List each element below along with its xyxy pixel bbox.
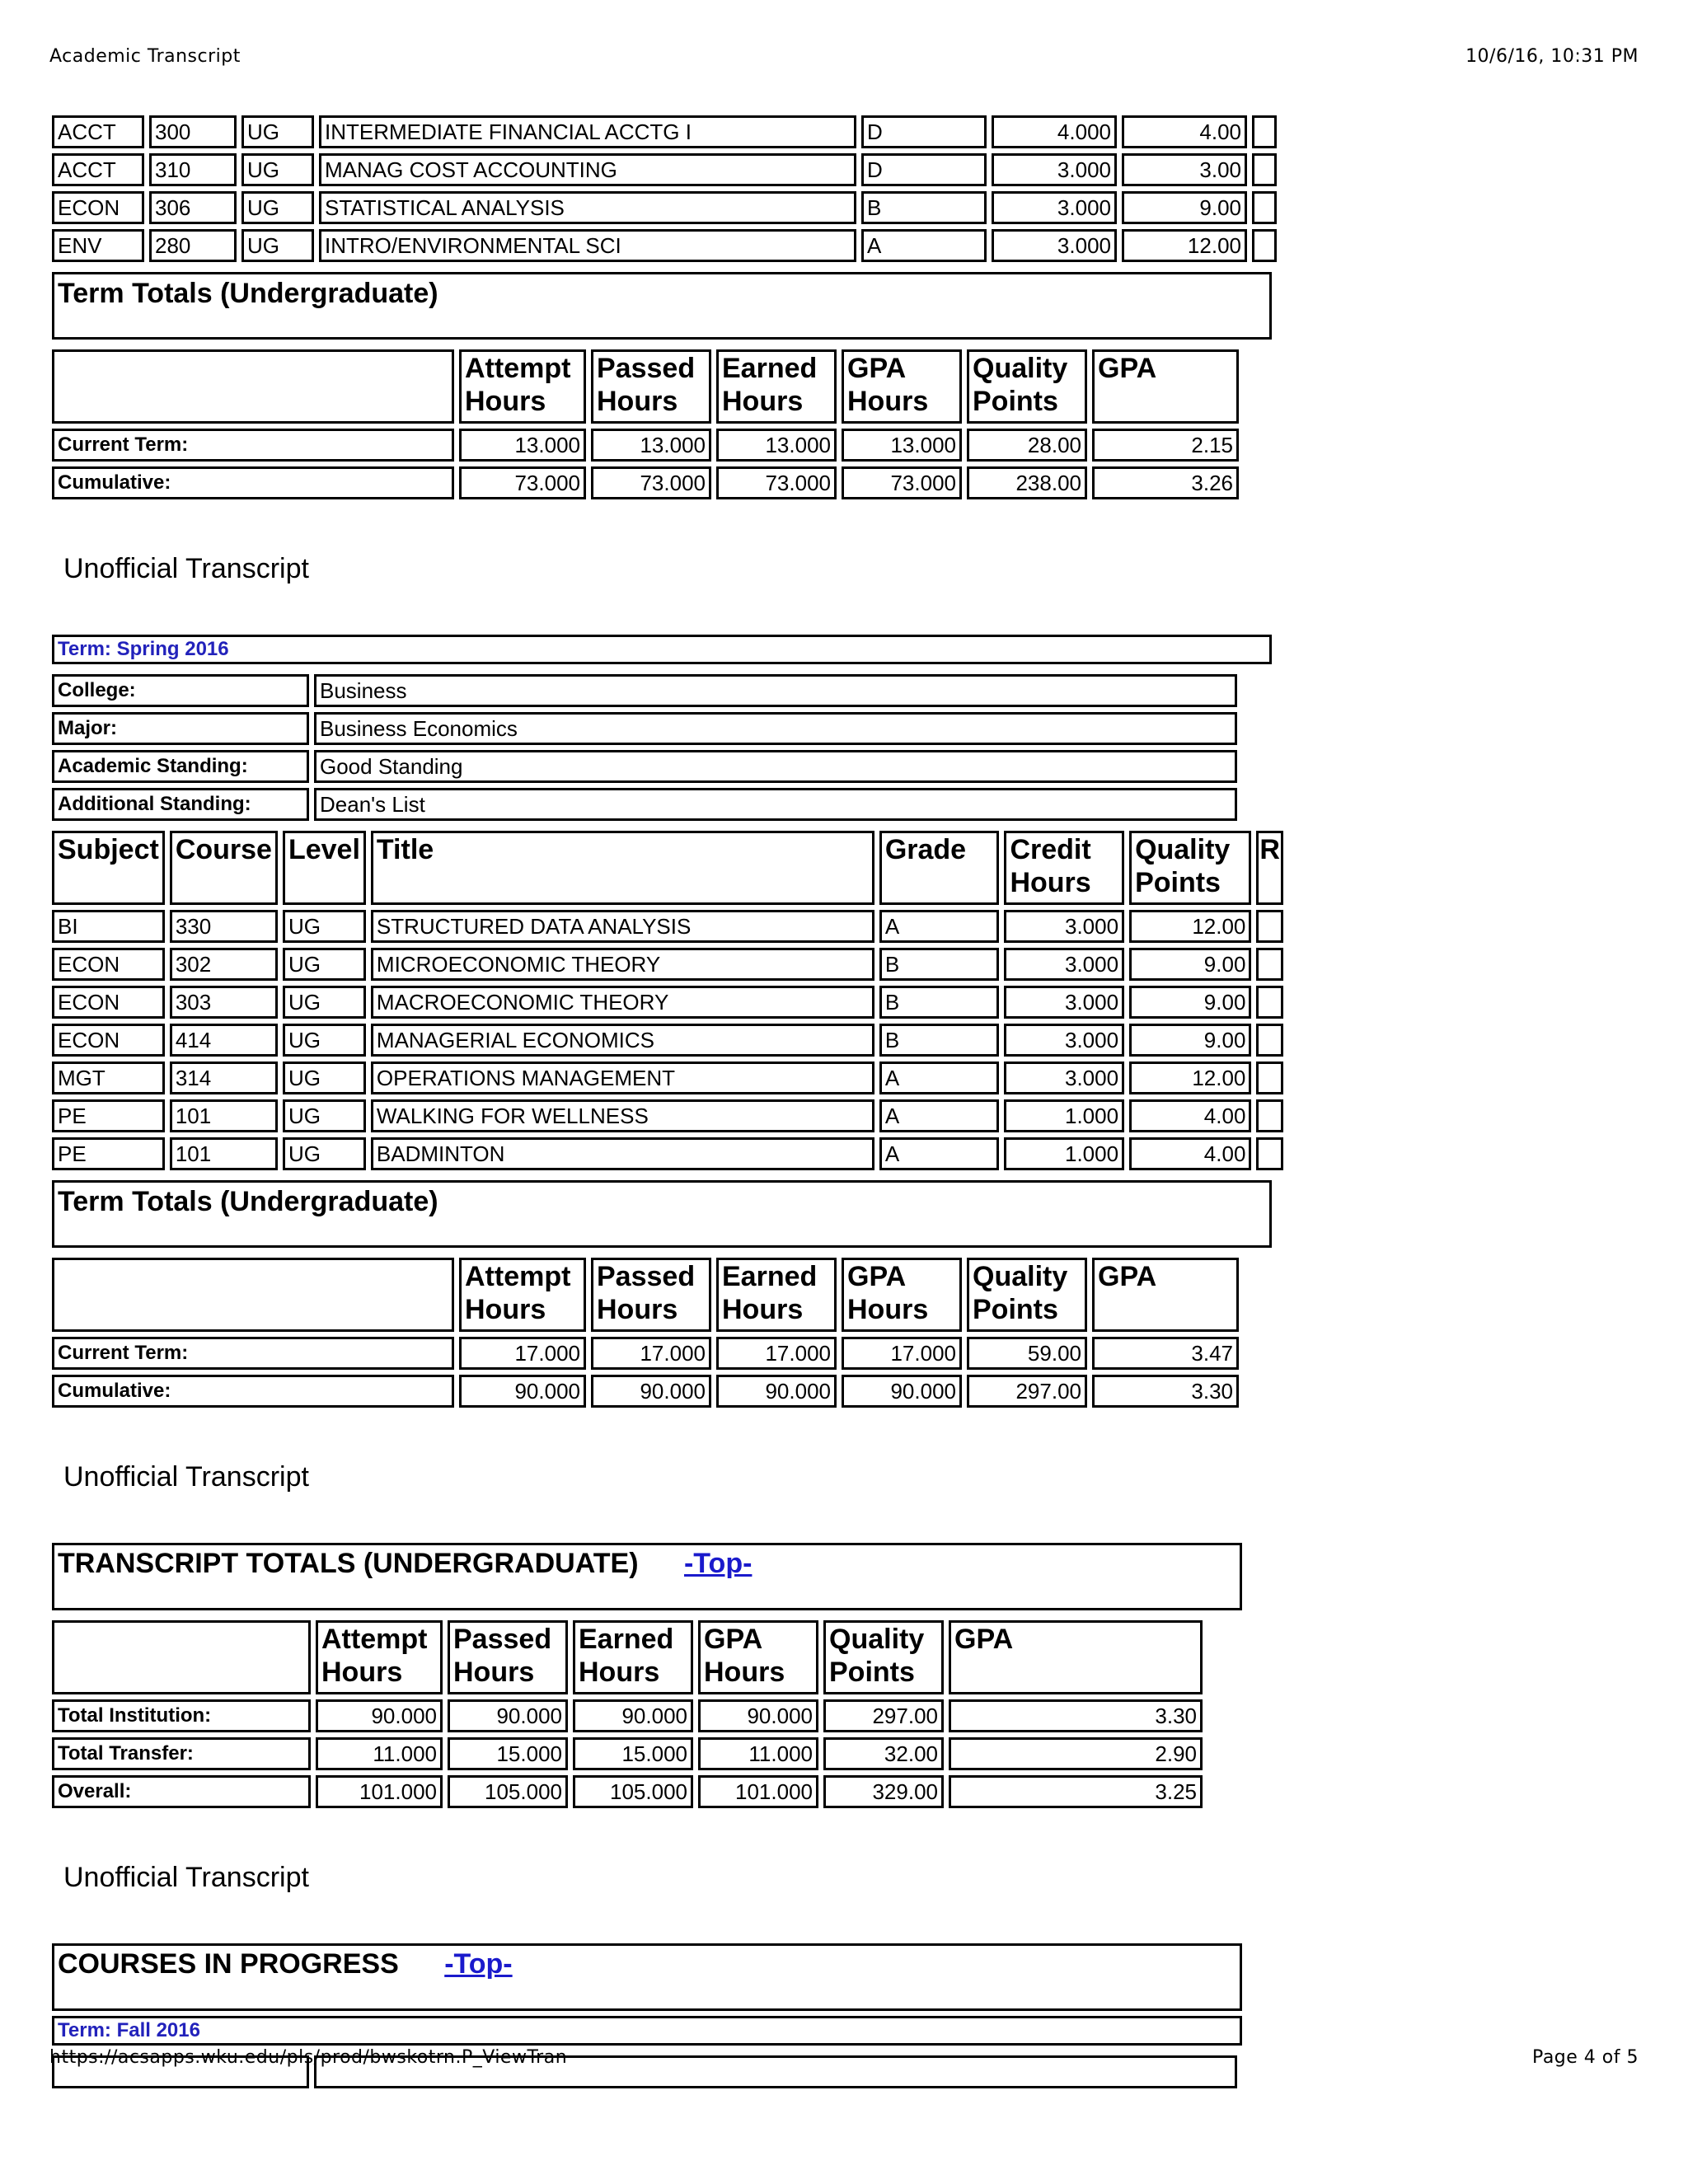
gpa-header: GPA: [1092, 349, 1239, 424]
cell: 297.00: [967, 1375, 1087, 1408]
course-grade-cell: A: [879, 910, 1000, 943]
course-quality-cell: 4.00: [1129, 1099, 1251, 1132]
top-link[interactable]: -Top-: [683, 1548, 753, 1579]
course-subject-cell: ECON: [52, 986, 165, 1019]
attempt-hours-header: Attempt Hours: [459, 1258, 586, 1332]
course-title-cell: MICROECONOMIC THEORY: [371, 948, 874, 981]
course-title-cell: BADMINTON: [371, 1137, 874, 1170]
course-quality-cell: 12.00: [1122, 229, 1247, 262]
cell: 28.00: [967, 429, 1087, 462]
cell: 15.000: [448, 1737, 568, 1770]
spring2016-course-table: [47, 826, 1288, 1175]
row-label: Total Transfer:: [52, 1737, 311, 1770]
academic-standing-label: Academic Standing:: [52, 750, 309, 783]
passed-hours-header: Passed Hours: [448, 1620, 568, 1694]
earned-hours-header: Earned Hours: [573, 1620, 693, 1694]
course-grade-cell: A: [879, 1062, 1000, 1094]
attempt-hours-header: Attempt Hours: [459, 349, 586, 424]
cell: 101.000: [316, 1775, 443, 1808]
course-credit-cell: 3.000: [992, 153, 1117, 186]
course-grade-cell: D: [861, 153, 987, 186]
credit-hours-header: Credit Hours: [1004, 831, 1124, 905]
course-row: [52, 910, 1283, 943]
course-row: [52, 986, 1283, 1019]
additional-standing-value: Dean's List: [314, 788, 1237, 821]
cell: 13.000: [842, 429, 962, 462]
term-totals-heading: Term Totals (Undergraduate): [52, 1180, 1272, 1248]
course-level-cell: UG: [283, 910, 366, 943]
transcript-totals-heading: [52, 1543, 1242, 1610]
course-course-cell: 302: [170, 948, 278, 981]
cell: 17.000: [591, 1337, 711, 1370]
cell: 297.00: [823, 1699, 944, 1732]
course-level-cell: UG: [283, 1137, 366, 1170]
row-label: Cumulative:: [52, 1375, 454, 1408]
section-title-unofficial: Unofficial Transcript: [63, 1461, 309, 1493]
course-quality-cell: 9.00: [1129, 1024, 1251, 1057]
cell: 73.000: [591, 466, 711, 499]
course-quality-cell: 12.00: [1129, 1062, 1251, 1094]
cell: 73.000: [459, 466, 586, 499]
spring2016-totals-grid: [47, 1253, 1244, 1413]
spring2016-term-totals: [47, 1175, 1277, 1253]
course-r-cell: [1256, 1062, 1283, 1094]
totals-blank-header: [52, 1258, 454, 1332]
course-title-cell: STATISTICAL ANALYSIS: [319, 191, 856, 224]
course-course-cell: 314: [170, 1062, 278, 1094]
top-link[interactable]: -Top-: [444, 1948, 513, 1980]
course-credit-cell: 3.000: [1004, 910, 1124, 943]
quality-points-header: Quality Points: [967, 349, 1087, 424]
cell: 90.000: [573, 1699, 693, 1732]
cell: 105.000: [573, 1775, 693, 1808]
cell: 17.000: [716, 1337, 837, 1370]
subject-header: Subject: [52, 831, 165, 905]
row-label: Current Term:: [52, 429, 454, 462]
cell: 17.000: [842, 1337, 962, 1370]
course-grade-cell: B: [861, 191, 987, 224]
cumulative-row: [52, 1375, 1239, 1408]
grade-header: Grade: [879, 831, 1000, 905]
print-footer-url: https://acsapps.wku.edu/pls/prod/bwskotrn.P_ViewTran: [49, 2047, 568, 2068]
current-term-row: [52, 1337, 1239, 1370]
transcript-content: [52, 115, 1288, 2041]
course-level-cell: UG: [241, 153, 314, 186]
course-row: [52, 191, 1277, 224]
r-header: R: [1256, 831, 1283, 905]
course-quality-cell: 9.00: [1129, 986, 1251, 1019]
transcript-totals-grid: [47, 1615, 1207, 1813]
cell: 90.000: [459, 1375, 586, 1408]
course-title-cell: INTERMEDIATE FINANCIAL ACCTG I: [319, 115, 856, 148]
course-subject-cell: PE: [52, 1137, 165, 1170]
row-label: Current Term:: [52, 1337, 454, 1370]
courses-in-progress-heading: [52, 1943, 1242, 2011]
course-credit-cell: 3.000: [992, 229, 1117, 262]
fall2015-term-totals: [47, 267, 1277, 344]
course-r-cell: [1252, 115, 1277, 148]
level-header: Level: [283, 831, 366, 905]
major-label: Major:: [52, 712, 309, 745]
course-r-cell: [1256, 910, 1283, 943]
course-quality-cell: 3.00: [1122, 153, 1247, 186]
course-course-cell: 101: [170, 1099, 278, 1132]
cell: 90.000: [842, 1375, 962, 1408]
course-level-cell: UG: [283, 986, 366, 1019]
section-title-unofficial: Unofficial Transcript: [63, 1862, 309, 1893]
course-course-cell: 303: [170, 986, 278, 1019]
course-subject-cell: PE: [52, 1099, 165, 1132]
course-credit-cell: 4.000: [992, 115, 1117, 148]
major-value: Business Economics: [314, 712, 1237, 745]
cell: 17.000: [459, 1337, 586, 1370]
courses-in-progress-title: COURSES IN PROGRESS: [58, 1948, 399, 1980]
course-subject-cell: ECON: [52, 191, 144, 224]
quality-points-header: Quality Points: [823, 1620, 944, 1694]
cell: 101.000: [698, 1775, 818, 1808]
term-totals-heading: Term Totals (Undergraduate): [52, 272, 1272, 340]
course-r-cell: [1252, 229, 1277, 262]
course-subject-cell: ECON: [52, 1024, 165, 1057]
course-subject-cell: MGT: [52, 1062, 165, 1094]
course-grade-cell: A: [879, 1099, 1000, 1132]
course-quality-cell: 9.00: [1129, 948, 1251, 981]
course-r-cell: [1256, 1099, 1283, 1132]
courses-in-progress-header: [47, 1938, 1247, 2050]
gpa-header: GPA: [1092, 1258, 1239, 1332]
cell: 3.30: [1092, 1375, 1239, 1408]
cell: 13.000: [716, 429, 837, 462]
course-row: [52, 1062, 1283, 1094]
totals-blank-header: [52, 1620, 311, 1694]
total-institution-row: [52, 1699, 1203, 1732]
course-level-cell: UG: [283, 1024, 366, 1057]
course-credit-cell: 3.000: [1004, 986, 1124, 1019]
course-subject-cell: ACCT: [52, 115, 144, 148]
course-level-cell: UG: [283, 1099, 366, 1132]
course-subject-cell: ACCT: [52, 153, 144, 186]
course-row: [52, 1099, 1283, 1132]
course-credit-cell: 1.000: [1004, 1137, 1124, 1170]
college-label: College:: [52, 674, 309, 707]
course-grade-cell: A: [879, 1137, 1000, 1170]
course-course-cell: 306: [149, 191, 237, 224]
course-row: [52, 1137, 1283, 1170]
cell: 105.000: [448, 1775, 568, 1808]
cell: 3.47: [1092, 1337, 1239, 1370]
course-grade-cell: A: [861, 229, 987, 262]
course-course-cell: 310: [149, 153, 237, 186]
quality-points-header: Quality Points: [1129, 831, 1251, 905]
fall2015-course-table: [47, 110, 1282, 267]
course-course-cell: 280: [149, 229, 237, 262]
overall-row: [52, 1775, 1203, 1808]
cell: 15.000: [573, 1737, 693, 1770]
row-label: Total Institution:: [52, 1699, 311, 1732]
course-r-cell: [1256, 948, 1283, 981]
course-grade-cell: B: [879, 1024, 1000, 1057]
total-transfer-row: [52, 1737, 1203, 1770]
totals-blank-header: [52, 349, 454, 424]
course-r-cell: [1252, 153, 1277, 186]
course-credit-cell: 3.000: [1004, 1024, 1124, 1057]
course-credit-cell: 1.000: [1004, 1099, 1124, 1132]
cumulative-row: [52, 466, 1239, 499]
course-grade-cell: D: [861, 115, 987, 148]
section-title-unofficial: Unofficial Transcript: [63, 553, 309, 584]
course-level-cell: UG: [241, 191, 314, 224]
gpa-hours-header: GPA Hours: [842, 349, 962, 424]
course-course-cell: 414: [170, 1024, 278, 1057]
gpa-header: GPA: [949, 1620, 1203, 1694]
course-level-cell: UG: [283, 948, 366, 981]
course-header: Course: [170, 831, 278, 905]
course-grade-cell: B: [879, 948, 1000, 981]
earned-hours-header: Earned Hours: [716, 349, 837, 424]
course-row: [52, 229, 1277, 262]
fall2015-totals-grid: [47, 344, 1244, 504]
course-quality-cell: 9.00: [1122, 191, 1247, 224]
course-title-cell: WALKING FOR WELLNESS: [371, 1099, 874, 1132]
cell: 13.000: [459, 429, 586, 462]
quality-points-header: Quality Points: [967, 1258, 1087, 1332]
course-title-cell: MANAGERIAL ECONOMICS: [371, 1024, 874, 1057]
course-row: [52, 1024, 1283, 1057]
cell: 3.25: [949, 1775, 1203, 1808]
gpa-hours-header: GPA Hours: [698, 1620, 818, 1694]
course-course-cell: 300: [149, 115, 237, 148]
row-label: Overall:: [52, 1775, 311, 1808]
title-header: Title: [371, 831, 874, 905]
course-r-cell: [1256, 1024, 1283, 1057]
earned-hours-header: Earned Hours: [716, 1258, 837, 1332]
course-credit-cell: 3.000: [1004, 948, 1124, 981]
course-row: [52, 153, 1277, 186]
course-credit-cell: 3.000: [992, 191, 1117, 224]
cell: 90.000: [698, 1699, 818, 1732]
college-value: Business: [314, 674, 1237, 707]
additional-standing-label: Additional Standing:: [52, 788, 309, 821]
cell: 11.000: [698, 1737, 818, 1770]
course-quality-cell: 12.00: [1129, 910, 1251, 943]
course-course-cell: 330: [170, 910, 278, 943]
course-row: [52, 115, 1277, 148]
cell: 11.000: [316, 1737, 443, 1770]
course-r-cell: [1256, 986, 1283, 1019]
course-credit-cell: 3.000: [1004, 1062, 1124, 1094]
course-subject-cell: ECON: [52, 948, 165, 981]
course-title-cell: OPERATIONS MANAGEMENT: [371, 1062, 874, 1094]
cell: 13.000: [591, 429, 711, 462]
cell: 32.00: [823, 1737, 944, 1770]
cell: 2.90: [949, 1737, 1203, 1770]
course-course-cell: 101: [170, 1137, 278, 1170]
course-quality-cell: 4.00: [1129, 1137, 1251, 1170]
course-r-cell: [1252, 191, 1277, 224]
course-r-cell: [1256, 1137, 1283, 1170]
cell: 3.30: [949, 1699, 1203, 1732]
course-subject-cell: BI: [52, 910, 165, 943]
cell: 90.000: [448, 1699, 568, 1732]
cell: 329.00: [823, 1775, 944, 1808]
term-fall-2016: Term: Fall 2016: [52, 2016, 1242, 2046]
attempt-hours-header: Attempt Hours: [316, 1620, 443, 1694]
print-header-title: Academic Transcript: [49, 46, 241, 67]
course-quality-cell: 4.00: [1122, 115, 1247, 148]
cell: 90.000: [591, 1375, 711, 1408]
course-title-cell: MACROECONOMIC THEORY: [371, 986, 874, 1019]
cell: 3.26: [1092, 466, 1239, 499]
spring2016-term-header: [47, 630, 1277, 669]
course-title-cell: MANAG COST ACCOUNTING: [319, 153, 856, 186]
course-level-cell: UG: [241, 229, 314, 262]
passed-hours-header: Passed Hours: [591, 349, 711, 424]
spring2016-info: [47, 669, 1242, 826]
course-title-cell: STRUCTURED DATA ANALYSIS: [371, 910, 874, 943]
gpa-hours-header: GPA Hours: [842, 1258, 962, 1332]
cell: 238.00: [967, 466, 1087, 499]
course-level-cell: UG: [241, 115, 314, 148]
cell: 2.15: [1092, 429, 1239, 462]
cell: 59.00: [967, 1337, 1087, 1370]
print-header-datetime: 10/6/16, 10:31 PM: [1465, 46, 1639, 67]
course-grade-cell: B: [879, 986, 1000, 1019]
current-term-row: [52, 429, 1239, 462]
course-title-cell: INTRO/ENVIRONMENTAL SCI: [319, 229, 856, 262]
academic-standing-value: Good Standing: [314, 750, 1237, 783]
row-label: Cumulative:: [52, 466, 454, 499]
cell: 90.000: [716, 1375, 837, 1408]
course-level-cell: UG: [283, 1062, 366, 1094]
print-footer-page: Page 4 of 5: [1532, 2047, 1639, 2068]
cell: 90.000: [316, 1699, 443, 1732]
cell: 73.000: [716, 466, 837, 499]
course-subject-cell: ENV: [52, 229, 144, 262]
cell: 73.000: [842, 466, 962, 499]
transcript-totals-header: [47, 1538, 1247, 1615]
passed-hours-header: Passed Hours: [591, 1258, 711, 1332]
term-spring-2016: Term: Spring 2016: [52, 635, 1272, 664]
course-row: [52, 948, 1283, 981]
transcript-totals-title: TRANSCRIPT TOTALS (UNDERGRADUATE): [58, 1548, 639, 1579]
